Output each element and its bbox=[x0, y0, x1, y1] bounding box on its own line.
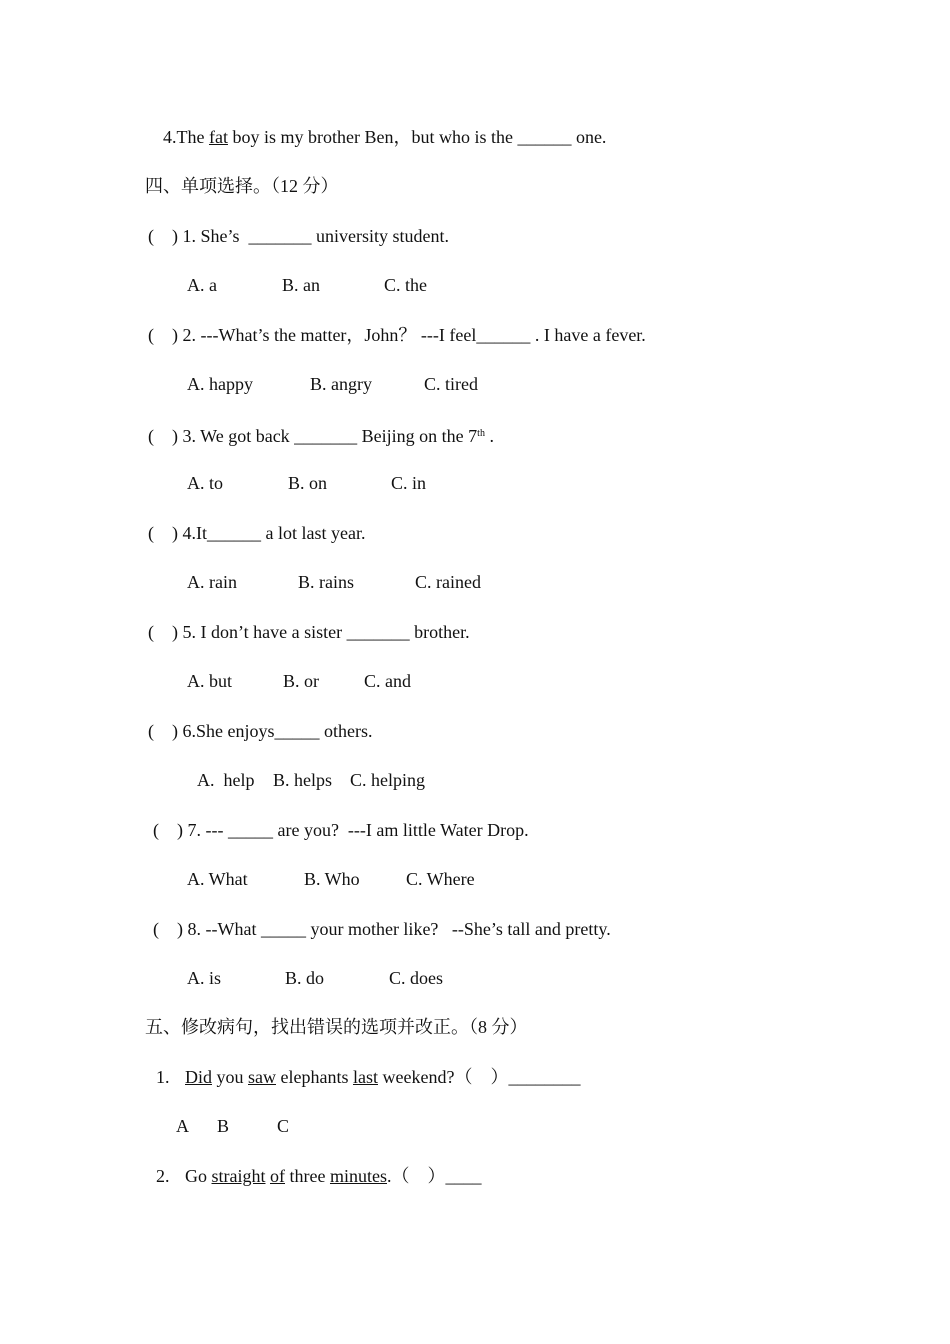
s3-q4-pre: 4.The bbox=[163, 127, 209, 147]
s4-q6-option-b: B. helps bbox=[273, 770, 333, 790]
s4-q4-option-a: A. rain bbox=[187, 572, 237, 592]
s4-q5-option-c: C. and bbox=[364, 671, 411, 691]
section4-heading: 四、单项选择。（12 分） bbox=[145, 176, 339, 196]
s4-q6-option-a: A. help bbox=[197, 770, 255, 790]
s4-q4-option-c: C. rained bbox=[415, 572, 481, 592]
s3-q4-post: boy is my brother Ben，but who is the ______ one. bbox=[227, 127, 607, 147]
s5-q2-option-b-word: of bbox=[270, 1166, 285, 1186]
s4-q1-stem: ( ) 1. She’s _______ university student. bbox=[148, 226, 449, 246]
s4-q5-option-a: A. but bbox=[187, 671, 232, 691]
s5-q1-label-b: B bbox=[217, 1116, 230, 1136]
s5-q2-sentence bbox=[185, 1164, 481, 1188]
s4-q3-option-a: A. to bbox=[187, 473, 223, 493]
s5-q1-sentence bbox=[185, 1065, 580, 1089]
s5-q1-text-2: elephants bbox=[276, 1067, 353, 1087]
s5-q1-label-a: A bbox=[176, 1116, 189, 1136]
s4-q8-option-b: B. do bbox=[285, 968, 325, 988]
s3-question-4 bbox=[163, 125, 606, 149]
s4-q2-option-a: A. happy bbox=[187, 374, 253, 394]
s5-q1-text-3: weekend?（ ）________ bbox=[377, 1067, 581, 1087]
s4-q1-option-b: B. an bbox=[282, 275, 320, 295]
s5-q1-option-b-word: saw bbox=[248, 1067, 276, 1087]
s5-q1-option-c-word: last bbox=[352, 1067, 378, 1087]
s5-q2-text-3: .（ ）____ bbox=[386, 1166, 482, 1186]
s5-q1-text-1: you bbox=[212, 1067, 248, 1087]
s5-q2-text-2: three bbox=[285, 1166, 330, 1186]
section5-heading: 五、修改病句，找出错误的选项并改正。（8 分） bbox=[145, 1017, 528, 1037]
s4-q8-option-c: C. does bbox=[389, 968, 443, 988]
s4-q1-option-c: C. the bbox=[384, 275, 427, 295]
s4-q7-option-b: B. Who bbox=[304, 869, 360, 889]
s4-q3-option-b: B. on bbox=[288, 473, 328, 493]
s4-q2-stem: ( ) 2. ---What’s the matter，John？ ---I feel______ . I have a fever. bbox=[148, 325, 646, 345]
s4-q7-option-a: A. What bbox=[187, 869, 248, 889]
s4-q4-stem: ( ) 4.It______ a lot last year. bbox=[148, 523, 366, 543]
s4-q7-stem: ( ) 7. --- _____ are you? ---I am little Water Drop. bbox=[153, 820, 529, 840]
s5-q2-number: 2. bbox=[156, 1166, 170, 1186]
s4-q1-option-a: A. a bbox=[187, 275, 217, 295]
s3-q4-underlined-word: fat bbox=[208, 127, 228, 147]
s4-q3-stem bbox=[148, 422, 494, 448]
s4-q2-option-c: C. tired bbox=[424, 374, 478, 394]
s4-q4-option-b: B. rains bbox=[298, 572, 354, 592]
s4-q7-option-c: C. Where bbox=[406, 869, 475, 889]
s4-q8-option-a: A. is bbox=[187, 968, 222, 988]
s4-q6-stem: ( ) 6.She enjoys_____ others. bbox=[148, 721, 373, 741]
s4-q3-option-c: C. in bbox=[391, 473, 427, 493]
s4-q5-stem: ( ) 5. I don’t have a sister _______ brother. bbox=[148, 622, 470, 642]
s4-q5-option-b: B. or bbox=[283, 671, 319, 691]
s5-q2-option-c-word: minutes bbox=[329, 1166, 387, 1186]
s5-q1-number: 1. bbox=[156, 1067, 170, 1087]
s4-q3-stem-end: . bbox=[484, 426, 494, 446]
s5-q1-label-c: C bbox=[277, 1116, 290, 1136]
s4-q8-stem: ( ) 8. --What _____ your mother like? --She’s tall and pretty. bbox=[153, 919, 611, 939]
s4-q2-option-b: B. angry bbox=[310, 374, 372, 394]
s5-q2-text-0: Go bbox=[185, 1166, 212, 1186]
s5-q1-option-a-word: Did bbox=[185, 1067, 212, 1087]
s4-q6-option-c: C. helping bbox=[350, 770, 425, 790]
s4-q3-stem-text: ( ) 3. We got back _______ Beijing on the 7 bbox=[148, 426, 478, 446]
s5-q2-option-a-word: straight bbox=[211, 1166, 266, 1186]
s4-q3-superscript: th bbox=[477, 428, 485, 439]
